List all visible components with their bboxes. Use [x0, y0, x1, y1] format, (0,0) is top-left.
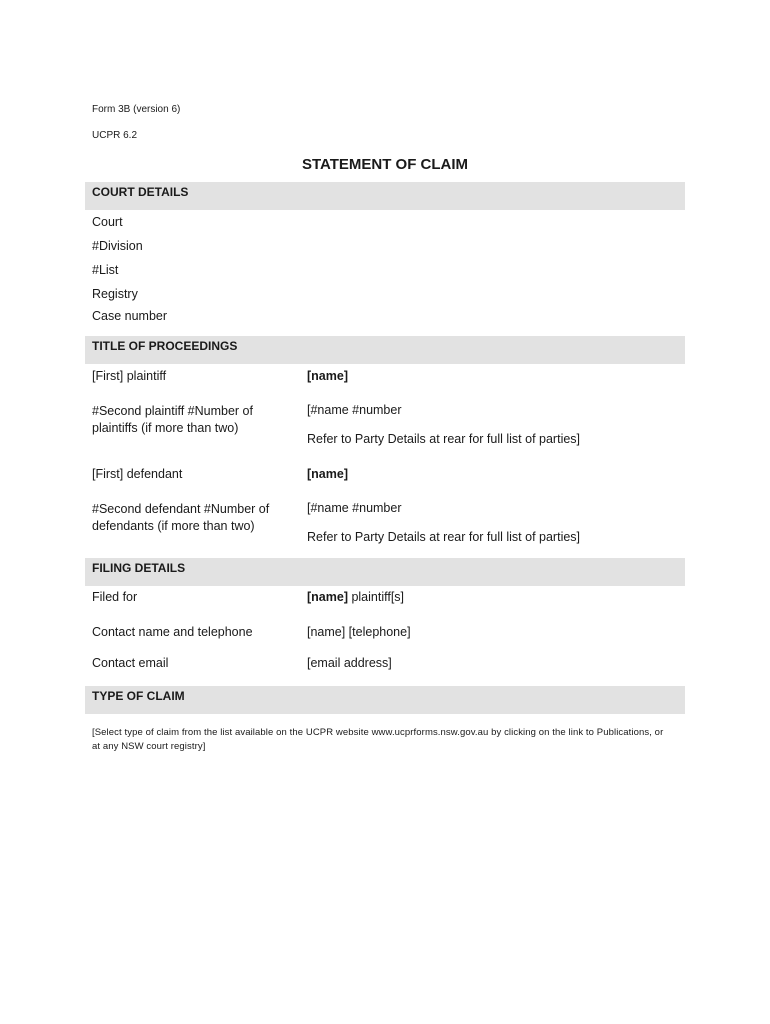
case-number-field: Case number: [92, 309, 168, 323]
claim-type-instruction: [Select type of claim from the list available on the UCPR website www.ucprforms.nsw.gov.au by clicking on the link to Publications, or at any NSW court registry]: [92, 727, 664, 752]
section-heading: COURT DETAILS: [92, 185, 189, 199]
filed-for-label: Filed for: [92, 590, 138, 604]
section-heading: TITLE OF PROCEEDINGS: [92, 339, 238, 353]
title-of-proceedings-header: [85, 336, 685, 364]
court-details-header: [85, 182, 685, 210]
page-title: STATEMENT OF CLAIM: [301, 156, 469, 173]
email-label: Contact email: [92, 656, 169, 670]
filed-for-value: [307, 590, 404, 604]
second-plaintiff-label: #Second plaintiff #Number of plaintiffs (if more than two): [92, 404, 253, 435]
registry-field: Registry: [92, 287, 138, 301]
section-heading: TYPE OF CLAIM: [92, 689, 185, 703]
contact-value: [name] [telephone]: [307, 625, 411, 639]
second-plaintiff-note: Refer to Party Details at rear for full list of parties]: [307, 432, 581, 446]
list-field: #List: [92, 263, 119, 277]
first-plaintiff-value: [name]: [307, 369, 348, 383]
filed-for-suffix: plaintiff[s]: [347, 590, 405, 604]
email-value: [email address]: [307, 656, 392, 670]
first-defendant-label: [First] defendant: [92, 467, 183, 481]
type-of-claim-header: [85, 686, 685, 714]
filing-details-header: [85, 558, 685, 586]
filed-for-name: [name]: [307, 590, 348, 604]
court-field: Court: [92, 215, 123, 229]
second-defendant-label: #Second defendant #Number of defendants (if more than two): [92, 502, 270, 533]
second-plaintiff-value: [#name #number: [307, 403, 402, 417]
first-plaintiff-label: [First] plaintiff: [92, 369, 167, 383]
form-reference: Form 3B (version 6): [92, 104, 181, 115]
contact-label: Contact name and telephone: [92, 625, 253, 639]
first-defendant-value: [name]: [307, 467, 348, 481]
division-field: #Division: [92, 239, 143, 253]
section-heading: FILING DETAILS: [92, 561, 186, 575]
second-defendant-note: Refer to Party Details at rear for full list of parties]: [307, 530, 581, 544]
second-defendant-value: [#name #number: [307, 501, 402, 515]
rule-reference: UCPR 6.2: [92, 130, 138, 141]
